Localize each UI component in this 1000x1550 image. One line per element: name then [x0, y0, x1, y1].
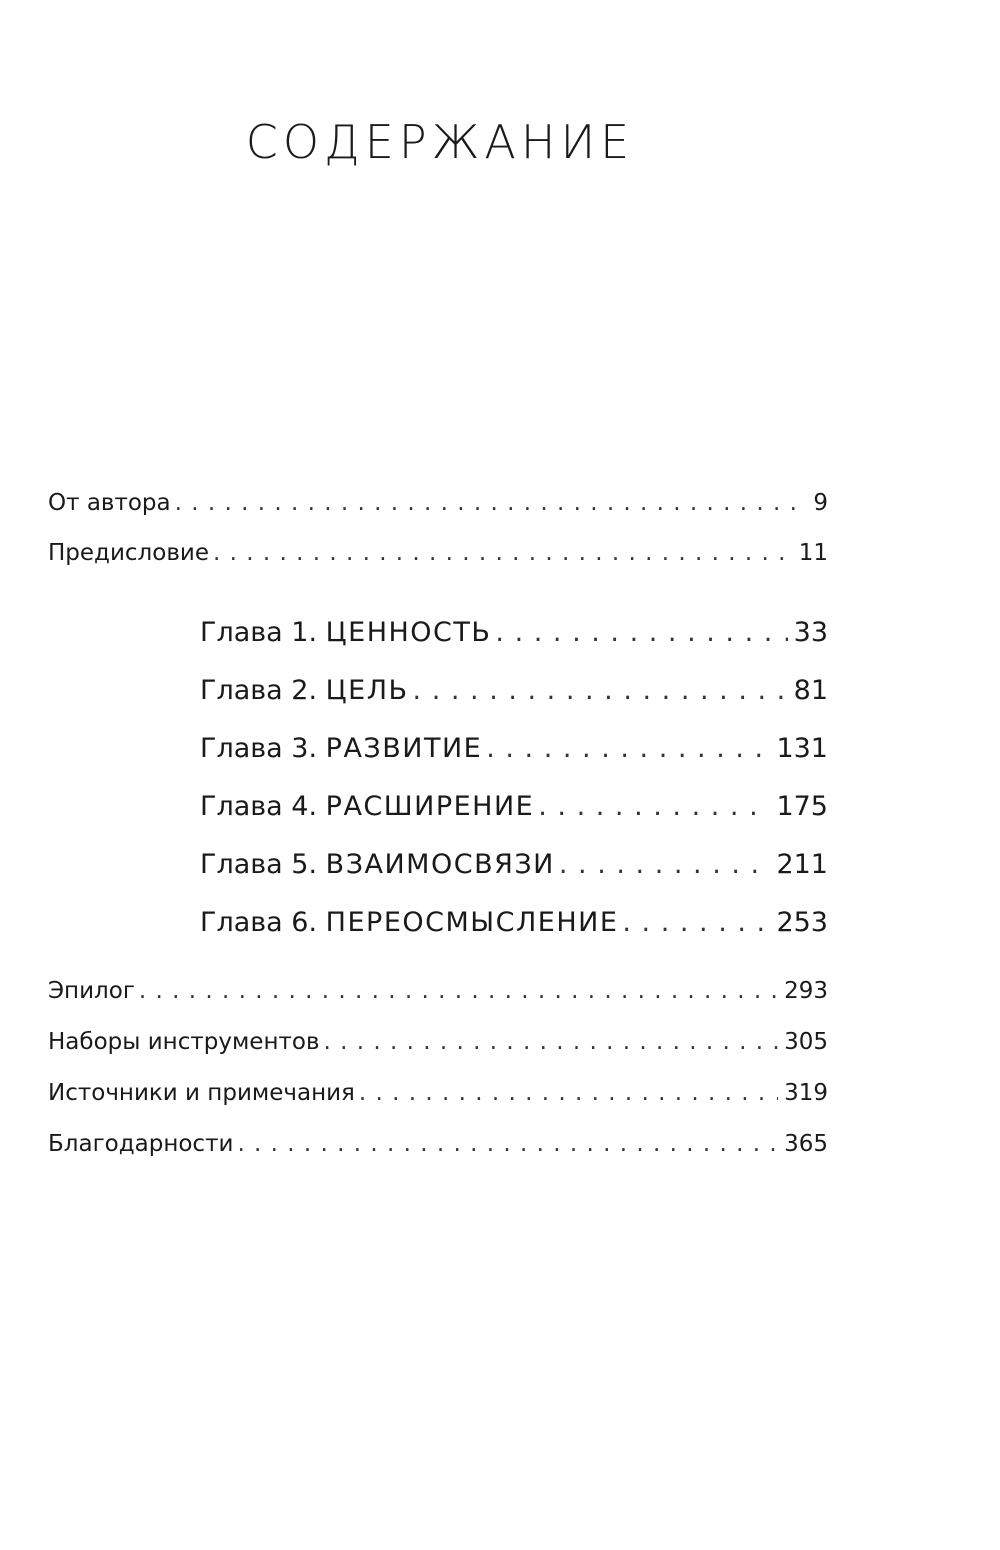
chapter-prefix: Глава 6. — [200, 907, 318, 938]
toc-page-number: 253 — [776, 907, 828, 938]
dot-leader — [237, 1129, 778, 1159]
toc-entry-label: Наборы инструментов — [48, 1029, 320, 1055]
toc-entry-from-author[interactable] — [48, 488, 828, 518]
chapter-name: РАЗВИТИЕ — [325, 733, 483, 764]
dot-leader — [139, 976, 778, 1006]
toc-entry-chapter-6[interactable] — [200, 906, 828, 940]
toc-page-number: 293 — [784, 978, 828, 1004]
toc-page-number: 211 — [776, 849, 828, 880]
toc-page-number: 33 — [793, 617, 828, 648]
toc-page-number: 305 — [784, 1029, 828, 1055]
toc-chapter-label — [200, 616, 491, 650]
dot-leader — [324, 1027, 779, 1057]
toc-entry-chapter-2[interactable] — [200, 674, 828, 708]
toc-page-number: 131 — [776, 733, 828, 764]
chapter-prefix: Глава 2. — [200, 675, 318, 706]
toc-chapter-label — [200, 732, 482, 766]
toc-entry-acknowledgements[interactable] — [48, 1129, 828, 1159]
toc-entry-label: Эпилог — [48, 978, 135, 1004]
dot-leader — [622, 906, 770, 940]
dot-leader — [175, 488, 808, 518]
dot-leader — [413, 674, 788, 708]
toc-entry-label: Благодарности — [48, 1131, 234, 1157]
toc-entry-label: От автора — [48, 490, 171, 516]
dot-leader — [486, 732, 770, 766]
toc-chapter-label — [200, 906, 618, 940]
toc-entry-chapter-3[interactable] — [200, 732, 828, 766]
chapter-prefix: Глава 1. — [200, 617, 318, 648]
toc-entry-toolkits[interactable] — [48, 1027, 828, 1057]
toc-page-number: 175 — [776, 791, 828, 822]
toc-entry-chapter-4[interactable] — [200, 790, 828, 824]
toc-page-number: 319 — [784, 1080, 828, 1106]
chapter-name: ЦЕЛЬ — [325, 675, 409, 706]
chapter-prefix: Глава 3. — [200, 733, 318, 764]
toc-entry-preface[interactable] — [48, 538, 828, 568]
toc-chapter-label — [200, 674, 409, 708]
toc-page-number: 365 — [784, 1131, 828, 1157]
dot-leader — [495, 616, 787, 650]
dot-leader — [538, 790, 770, 824]
dot-leader — [559, 848, 771, 882]
toc-entry-sources-notes[interactable] — [48, 1078, 828, 1108]
toc-entry-chapter-5[interactable] — [200, 848, 828, 882]
dot-leader — [359, 1078, 778, 1108]
toc-chapter-label — [200, 790, 534, 824]
toc-page-number: 81 — [793, 675, 828, 706]
toc-entry-label: Источники и примечания — [48, 1080, 355, 1106]
toc-page-number: 9 — [813, 490, 828, 516]
toc-entry-label: Предисловие — [48, 540, 209, 566]
dot-leader — [213, 538, 793, 568]
toc-page-number: 11 — [798, 540, 828, 566]
chapter-name: ВЗАИМОСВЯЗИ — [325, 849, 555, 880]
toc-entry-chapter-1[interactable] — [200, 616, 828, 650]
chapter-name: РАСШИРЕНИЕ — [325, 791, 535, 822]
chapter-name: ПЕРЕОСМЫСЛЕНИЕ — [325, 907, 619, 938]
chapter-prefix: Глава 5. — [200, 849, 318, 880]
toc-entry-epilogue[interactable] — [48, 976, 828, 1006]
chapter-prefix: Глава 4. — [200, 791, 318, 822]
toc-chapter-label — [200, 848, 555, 882]
chapter-name: ЦЕННОСТЬ — [325, 617, 492, 648]
page-title: СОДЕРЖАНИЕ — [245, 115, 635, 169]
